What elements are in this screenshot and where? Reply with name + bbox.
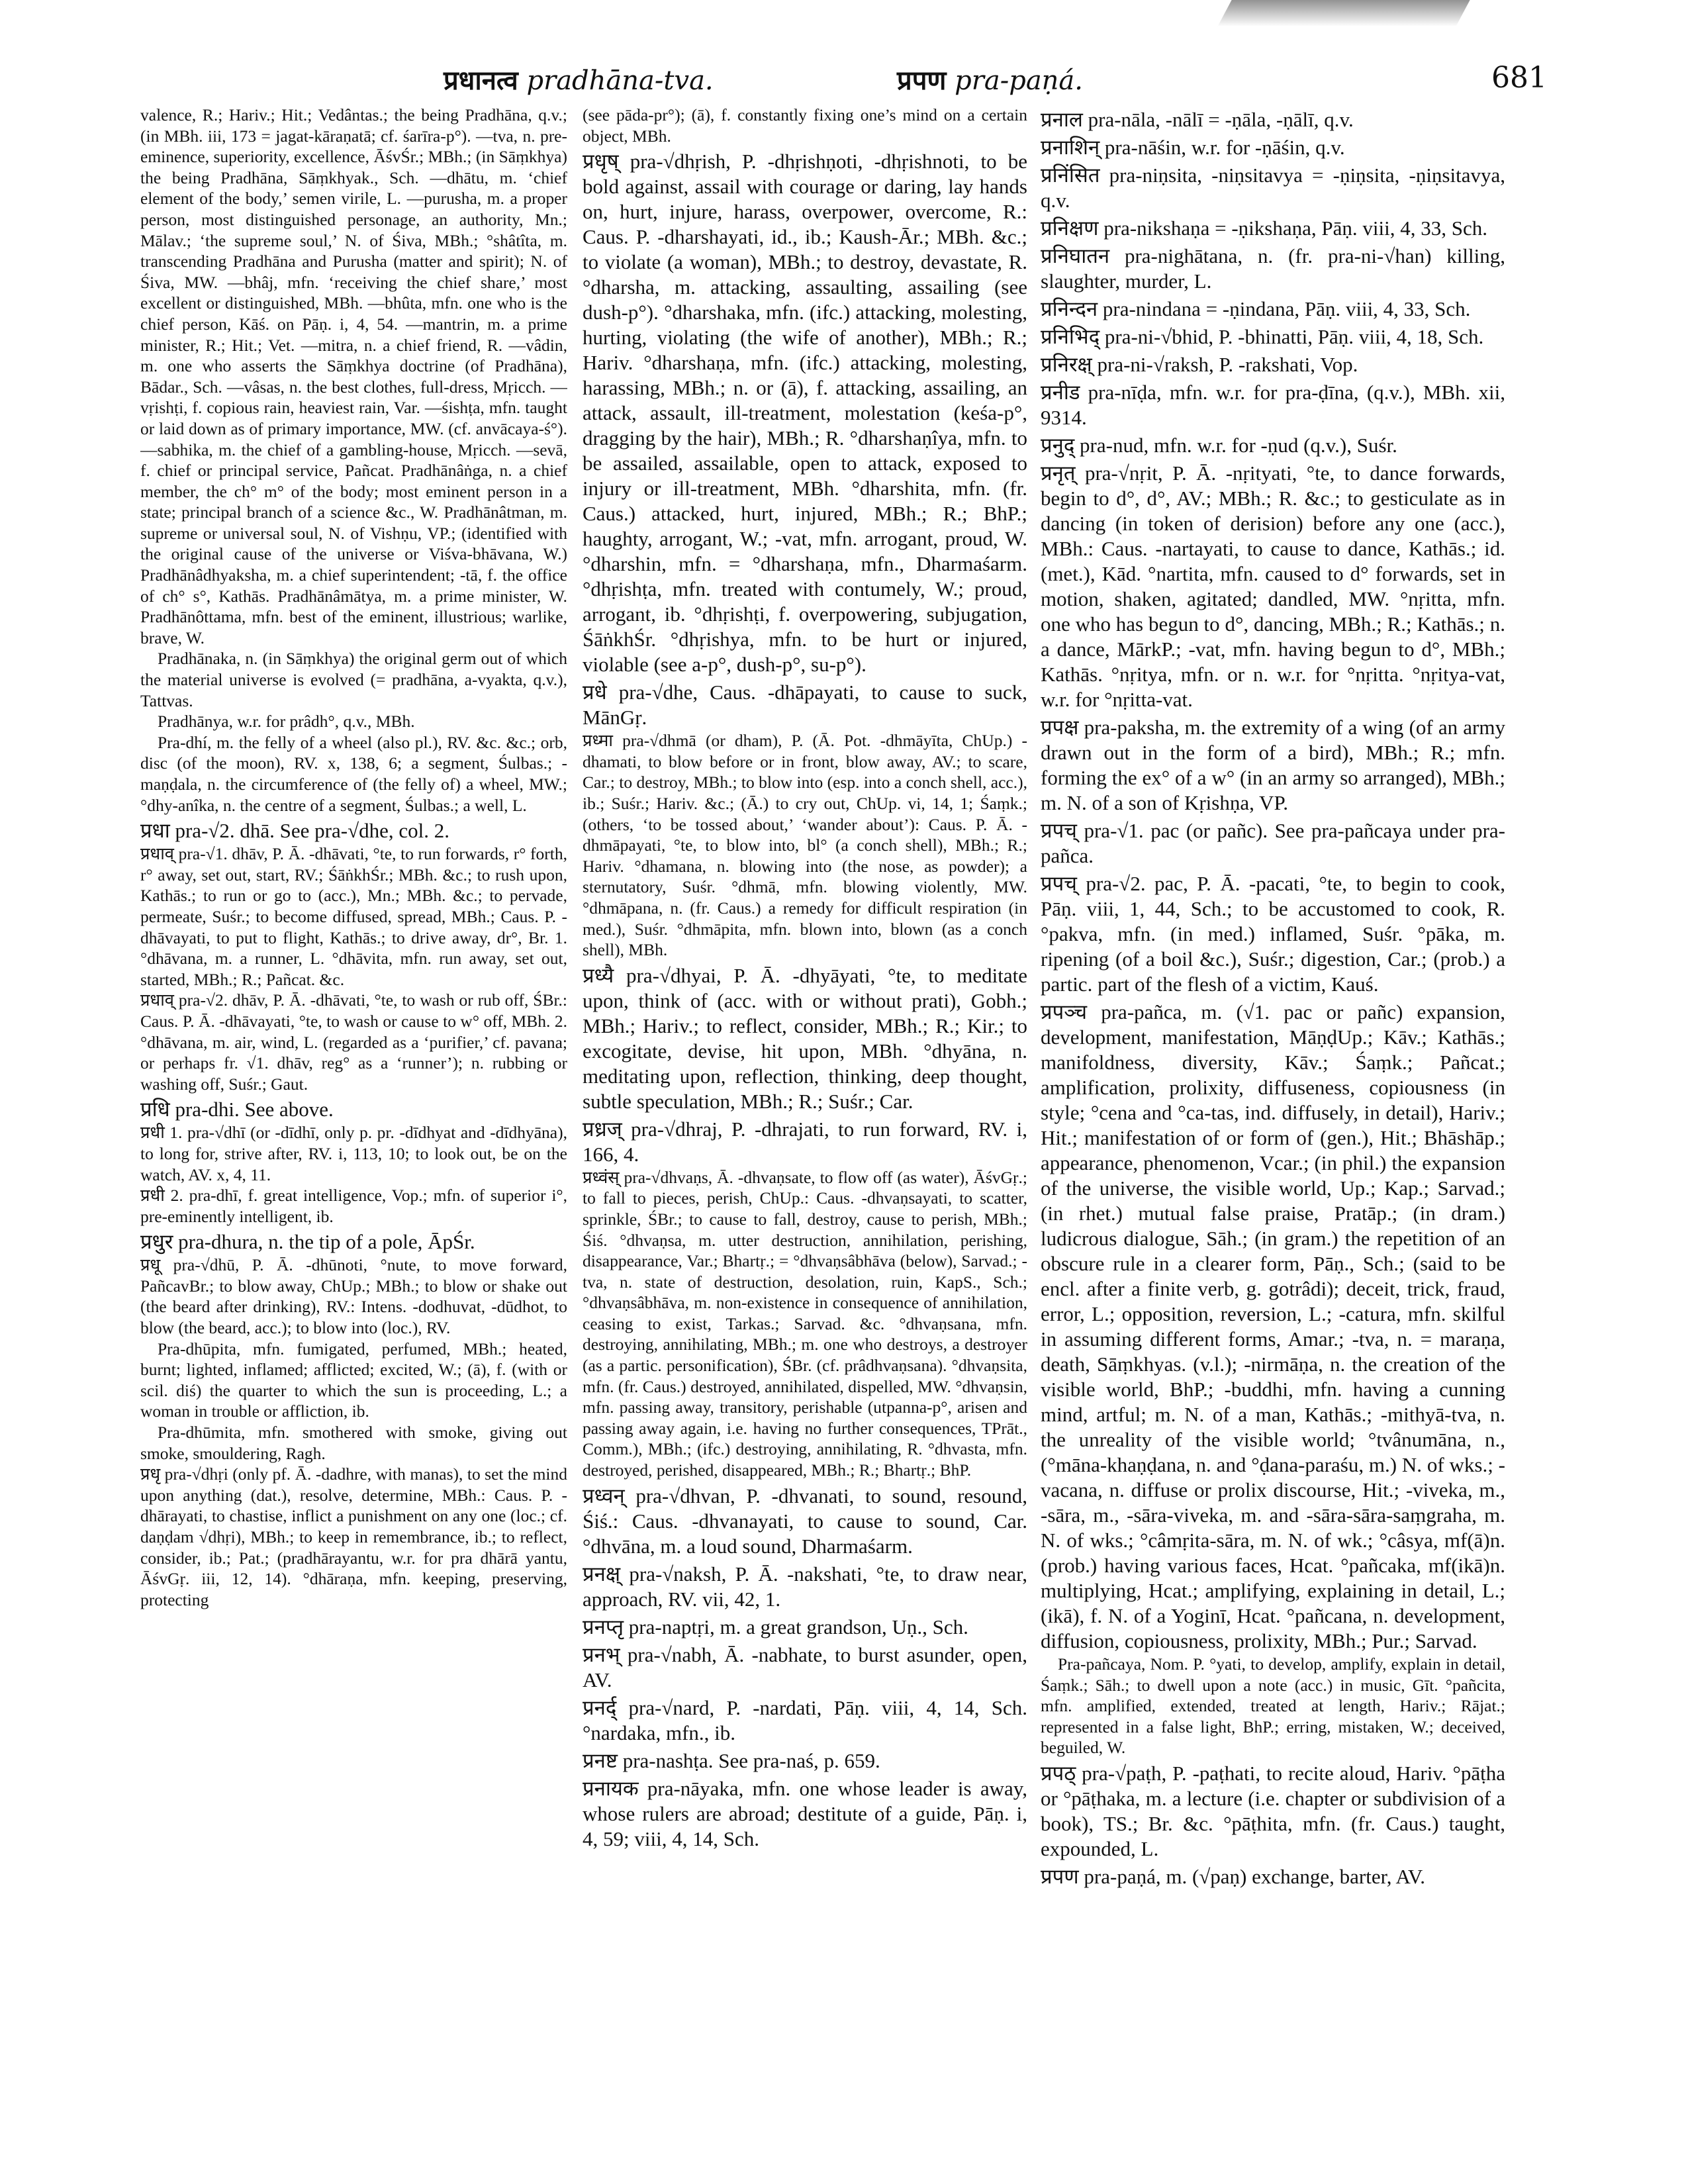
dictionary-entry: प्रनिन्दन pra-nindana = -ṇindana, Pāṇ. viii, 4, 33, Sch.: [1041, 297, 1471, 320]
column-right: [1041, 105, 1505, 2138]
dictionary-entry: valence, R.; Hariv.; Hit.; Vedântas.; the being Pradhāna, q.v.; (in MBh. iii, 173 = jagat-kāraṇatā; cf. śarīra-p°). —tva, n. pre-eminence, superiority, excellence, ĀśvŚr.; MBh.; (in Sāṃkhya) the being Pradhāna, Sāṃkhyak., Sch. —dhātu, m. ‘chief element of the body,’ semen virile, L. —purusha, m. a proper person, most distinguished personage, an authority, Mn.; Mālav.; ‘the supreme soul,’ N. of Śiva, MBh.; °shâtîta, m. transcending Pradhāna and Purusha (matter and spirit); N. of Śiva, MW. —bhâj, mfn. ‘receiving the chief share,’ most excellent or distinguished, MBh. —bhûta, mfn. one who is the chief person, Kāś. on Pāṇ. i, 4, 54. —mantrin, m. a prime minister, R.; Hit.; Vet. —mitra, n. a chief friend, R. —vâdin, m. one who asserts the Sāṃkhya doctrine (of Pradhāna), Bādar., Sch. —vâsas, n. the best clothes, full-dress, Mṛicch. —vṛishṭi, f. copious rain, heaviest rain, Var. —śishṭa, mfn. taught or laid down as of primary importance, MW. (cf. anvācaya-ś°). —sabhika, m. the chief of a gambling-house, Mṛicch. —sevā, f. chief or principal service, Pañcat. Pradhānâṅga, n. a chief member, the ch° m° of the body; most eminent person in a state; principal branch of a science &c., W. Pradhānâtman, m. supreme or universal soul, N. of Vishṇu, VP.; (identified with the original cause of the universe or Viśva-bhāvana, W.) Pradhānâdhyaksha, m. a chief superintendent; -tā, f. the office of ch° s°, Kathās. Pradhānâmātya, m. a prime minister, W. Pradhānôttama, mfn. best of the eminent, illustrious; warlike, brave, W.: [140, 105, 567, 647]
dictionary-entry: प्रनिक्षण pra-nikshaṇa = -ṇikshaṇa, Pāṇ. viii, 4, 33, Sch.: [1041, 216, 1487, 240]
dictionary-entry: प्रनिघातन pra-nighātana, n. (fr. pra-ni-√han) killing, slaughter, murder, L.: [1041, 244, 1505, 293]
dictionary-entry: प्रध्यै pra-√dhyai, P. Ā. -dhyāyati, °te, to meditate upon, think of (acc. with or without prati), Gobh.; MBh.; Hariv.; to reflect, consider, MBh.; R.; Kir.; to excogitate, devise, hit upon, MBh. °dhyāna, n. meditating upon, reflection, thinking, deep thought, subtle speculation, MBh.; R.; Suśr.; Car.: [583, 963, 1027, 1113]
dictionary-entry: प्रनुद् pra-nud, mfn. w.r. for -ṇud (q.v.), Suśr.: [1041, 434, 1397, 457]
running-head-left-latin: pradhāna-tva.: [526, 66, 714, 96]
dictionary-entry: प्रनाशिन् pra-nāśin, w.r. for -ṇāśin, q.v.: [1041, 136, 1345, 159]
dictionary-entry: प्रपञ्च pra-pañca, m. (√1. pac or pañc) expansion, development, manifestation, MāṇḍUp.; Kāv.; Kathās.; manifoldness, diversity, Kāv.; Śaṃk.; Pañcat.; amplification, prolixity, diffuseness, copiousness (in style; °cena and °ca-tas, ind. diffusely, in detail), Hariv.; Hit.; manifestation of or form of (gen.), Hit.; Bhāshāp.; appearance, phenomenon, Vcar.; (in phil.) the expansion of the universe, the visible world, Up.; Kap.; Sarvad.; (in rhet.) mutual false praise, Pratāp.; (in dram.) ludicrous dialogue, Sāh.; (in gram.) the repetition of an obscure rule in a clearer form, Pāṇ., Sch.; (said to be encl. after a finite verb, g. gotrâdi); deceit, trick, fraud, error, L.; opposition, reversion, L.; -catura, mfn. skilful in assuming different forms, Amar.; -tva, n. = maraṇa, death, Sāṃkhyas. (v.l.); -nirmāṇa, n. the creation of the visible world, BhP.; -buddhi, mfn. having a cunning mind, artful; m. N. of a man, Kathās.; -mithyā-tva, n. the unreality of the visible world; °tvânumāna, n., (°māna-khaṇḍana, n. and °ḍana-paraśu, m.) N. of wks.; -vacana, n. diffuse or prolix discourse, Hit.; -viveka, m., -sāra, m., -sāra-viveka, m. and -sāra-sāra-saṃgraha, m. N. of wks.; °câmṛita-sāra, m. N. of wk.; °câsya, mf(ā)n. (prob.) having various faces, Hcat. °pañcaka, mf(ikā)n. multiplying, Hcat.; amplifying, explaining in detail, L.; (ikā), f. N. of a Yoginī, Hcat. °pañcana, n. development, diffusion, copiousness, prolixity, MBh.; Pur.; Sarvad.: [1041, 1000, 1505, 1652]
dictionary-entry: प्रनभ् pra-√nabh, Ā. -nabhate, to burst asunder, open, AV.: [583, 1642, 1027, 1691]
dictionary-entry: प्रनर्द् pra-√nard, P. -nardati, Pāṇ. viii, 4, 14, Sch. °nardaka, mfn., ib.: [583, 1695, 1027, 1744]
dictionary-entry: प्रनायक pra-nāyaka, mfn. one whose leader is away, whose rulers are abroad; destitute of a guide, Pāṇ. i, 4, 59; viii, 4, 14, Sch.: [583, 1776, 1027, 1850]
dictionary-entry: प्रनीड pra-nīḍa, mfn. w.r. for pra-ḍīna, (q.v.), MBh. xii, 9314.: [1041, 381, 1505, 429]
dictionary-entry: प्रपक्ष pra-paksha, m. the extremity of a wing (of an army drawn out in the form of a bird), MBh.; R.; mfn. forming the ex° of a w° (in an army so arranged), MBh.; m. N. of a son of Kṛishṇa, VP.: [1041, 716, 1505, 814]
dictionary-entry: Pra-dhūmita, mfn. smothered with smoke, giving out smoke, smouldering, Ragh.: [140, 1423, 567, 1463]
dictionary-entry: प्रधी 2. pra-dhī, f. great intelligence, Vop.; mfn. of superior i°, pre-eminently intelligent, ib.: [140, 1186, 567, 1226]
dictionary-entry: प्रनक्ष् pra-√naksh, P. Ā. -nakshati, °te, to draw near, approach, RV. vii, 42, 1.: [583, 1562, 1027, 1611]
scan-smudge: [1217, 0, 1470, 26]
dictionary-entry: प्रपठ् pra-√paṭh, P. -paṭhati, to recite aloud, Hariv. °pāṭha or °pāṭhaka, m. a lecture (i.e. chapter or subdivision of a book), TS.; Br. &c. °pāṭhita, mfn. (fr. Caus.) taught, expounded, L.: [1041, 1761, 1505, 1860]
dictionary-entry: Pradhānya, w.r. for prâdh°, q.v., MBh.: [158, 712, 415, 732]
dictionary-entry: प्रधाव् pra-√2. dhāv, P. Ā. -dhāvati, °te, to wash or rub off, ŚBr.: Caus. P. Ā. -dhāvayati, °te, to wash or cause to w° off, MBh. 2. °dhāvana, m. air, wind, L. (regarded as a ‘purifier,’ cf. pavana; or perhaps fr. √1. dhāv, reg° as a ‘runner’); n. rubbing or washing off, Suśr.; Gaut.: [140, 990, 567, 1094]
dictionary-entry: Pra-dhí, m. the felly of a wheel (also pl.), RV. &c. &c.; orb, disc (of the moon), RV. x, 138, 6; a segment, Śulbas.; -maṇḍala, n. the circumference of (the felly of) a wheel, MW.; °dhy-anîka, n. the centre of a segment, Śulbas.; a well, L.: [140, 732, 567, 815]
page-number: 681: [1491, 61, 1547, 95]
dictionary-entry: प्रध्रज् pra-√dhraj, P. -dhrajati, to run forward, RV. i, 166, 4.: [583, 1117, 1027, 1166]
dictionary-entry: प्रधाव् pra-√1. dhāv, P. Ā. -dhāvati, °te, to run forwards, r° forth, r° away, set out, start, RV.; ŚāṅkhŚr.; MBh. &c.; to rush upon, Kathās.; to run or go to (acc.), Mn.; MBh. &c.; to pervade, permeate, Suśr.; to become diffused, spread, MBh.; Caus. P. -dhāvayati, to put to flight, Kathās.; to drive away, dr°, Br. 1. °dhāvana, m. a runner, L. °dhāvita, mfn. run away, set out, started, MBh.; R.; Pañcat. &c.: [140, 844, 567, 989]
dictionary-entry: प्रध्वन् pra-√dhvan, P. -dhvanati, to sound, resound, Śiś.: Caus. -dhvanayati, to cause to sound, Car. °dhvāna, m. a loud sound, Dharmaśarm.: [583, 1484, 1027, 1558]
dictionary-entry: प्रधी 1. pra-√dhī (or -dīdhī, only p. pr. -dīdhyat and -dīdhyāna), to long for, strive after, RV. i, 113, 10; to look out, be on the watch, AV. x, 4, 11.: [140, 1123, 567, 1184]
dictionary-entry: प्रनिभिद् pra-ni-√bhid, P. -bhinatti, Pāṇ. viii, 4, 18, Sch.: [1041, 325, 1484, 348]
running-head-left-devanagari: प्रधानत्व: [444, 66, 518, 96]
dictionary-entry: प्रपच् pra-√1. pac (or pañc). See pra-pañcaya under pra-pañca.: [1041, 819, 1505, 867]
dictionary-entry: प्रनप्तृ pra-naptṛi, m. a great grandson, Uṇ., Sch.: [583, 1615, 968, 1638]
dictionary-entry: प्रपच् pra-√2. pac, P. Ā. -pacati, °te, to begin to cook, Pāṇ. viii, 1, 44, Sch.; to be accustomed to cook, R. °pakva, mfn. (in med.) inflamed, Suśr. °pāka, m. ripening (of a boil &c.), Suśr.; digestion, Car.; (prob.) a partic. part of the flesh of a victim, Kauś.: [1041, 872, 1505, 996]
dictionary-entry: Pra-dhūpita, mfn. fumigated, perfumed, MBh.; heated, burnt; lighted, inflamed; afflicted; excited, W.; (ā), f. (with or scil. diś) the quarter to which the sun is proceeding, L.; a woman in trouble or affliction, ib.: [140, 1339, 567, 1421]
dictionary-entry: प्रनष्ट pra-nashṭa. See pra-naś, p. 659.: [583, 1748, 880, 1772]
dictionary-entry: प्रधि pra-dhi. See above.: [140, 1098, 334, 1121]
dictionary-entry: प्रधुर pra-dhura, n. the tip of a pole, ĀpŚr.: [140, 1230, 475, 1254]
dictionary-entry: प्रनृत् pra-√nṛit, P. Ā. -nṛityati, °te, to dance forwards, begin to d°, d°, AV.; MBh.; R. &c.; to gesticulate as in dancing (in token of derision) before any one (acc.), MBh.: Caus. -nartayati, to cause to dance, Kathās.; id. (met.), Kād. °nartita, mfn. caused to d° forwards, set in motion, shaken, agitated; dandled, MW. °nṛitta, mfn. one who has begun to d°, dancing, MBh.; R.; Kathās.; n. a dance, MārkP.; -vat, mfn. having begun to d°, MBh.; Kathās. °nṛitya, mfn. or n. w.r. for °nṛitta. °nṛitya-vat, w.r. for °nṛitta-vat.: [1041, 461, 1505, 711]
dictionary-entry: प्रनिंसित pra-niṇsita, -niṇsitavya = -ṇiṇsita, -ṇiṇsitavya, q.v.: [1041, 164, 1505, 212]
dictionary-entry: प्रधे pra-√dhe, Caus. -dhāpayati, to cause to suck, MānGṛ.: [583, 681, 1027, 730]
dictionary-entry: प्रध्वंस् pra-√dhvaṇs, Ā. -dhvaṇsate, to flow off (as water), ĀśvGṛ.; to fall to pieces, perish, ChUp.: Caus. -dhvaṇsayati, to scatter, sprinkle, ŚBr.; to cause to fall, destroy, cause to perish, MBh.; Śiś. °dhvaṇsa, m. utter destruction, annihilation, perishing, disappearance, Var.; Bhartṛ.; = °dhvaṇsâbhāva (below), Sarvad.; -tva, n. state of destruction, desolation, ruin, KapS., Sch.; °dhvaṇsâbhāva, m. non-existence in consequence of annihilation, ceasing to exist, Tarkas.; Sarvad. &c. °dhvaṇsana, mfn. destroying, annihilating, MBh.; m. one who destroys, a destroyer (as a partic. personification), ŚBr. (cf. prâdhvaṇsana). °dhvaṇsita, mfn. (fr. Caus.) destroyed, annihilated, dispelled, MW. °dhvaṇsin, mfn. passing away, transitory, perishable (utpanna-p°, arisen and passing away again, i.e. having no further consequences, TPrāt., Comm.), MBh.; (ifc.) destroying, annihilating, R. °dhvasta, mfn. destroyed, perished, disappeared, MBh.; R.; Bhartṛ.; BhP.: [583, 1167, 1027, 1480]
dictionary-entry: प्रधू pra-√dhū, P. Ā. -dhūnoti, °nute, to move forward, PañcavBr.; to blow away, ChUp.; MBh.; to blow or shake out (the beard after drinking), RV.: Intens. -dodhuvat, -dūdhot, to blow (the beard, acc.); to blow into (loc.), RV.: [140, 1255, 567, 1338]
dictionary-entry: (see pāda-pr°); (ā), f. constantly fixing one’s mind on a certain object, MBh.: [583, 105, 1027, 146]
running-head-right-latin: pra-paṇá.: [955, 66, 1083, 96]
dictionary-entry: प्रनाल pra-nāla, -nālī = -ṇāla, -ṇālī, q.v.: [1041, 108, 1354, 131]
dictionary-entry: प्रपण pra-paṇá, m. (√paṇ) exchange, barter, AV.: [1041, 1864, 1426, 1888]
column-middle: [583, 105, 1027, 2138]
dictionary-entry: प्रनिरक्ष् pra-ni-√raksh, P. -rakshati, Vop.: [1041, 353, 1358, 376]
running-head-right: [897, 61, 1083, 97]
dictionary-entry: प्रध्मा pra-√dhmā (or dham), P. (Ā. Pot. -dhmāyīta, ChUp.) -dhamati, to blow before or in front, blow away, AV.; to scare, Car.; to destroy, MBh.; to blow into (esp. into a conch shell, acc.), ib.; Suśr.; Hariv. &c.; (Ā.) to cry out, ChUp. vi, 14, 1; Śaṃk.; (others, ‘to be tossed about,’ ‘wander about’): Caus. P. Ā. -dhmāpayati, °te, to blow into, bl° (a conch shell), MBh.; R.; Hariv. °dhamana, n. blowing into (the nose, as powder); a sternutatory, Suśr. °dhmā, mfn. blowing violently, MW. °dhmāpana, n. (fr. Caus.) a remedy for difficult respiration (in med.), Suśr. °dhmāpita, mfn. blown into, blown (as a conch shell), MBh.: [583, 731, 1027, 960]
dictionary-entry: Pra-pañcaya, Nom. P. °yati, to develop, amplify, explain in detail, Śaṃk.; Sāh.; to dwell upon a note (acc.) in music, Gīt. °pañcita, mfn. amplified, extended, treated at length, Hariv.; Rājat.; represented in a false light, BhP.; erring, mistaken, W.; deceived, beguiled, W.: [1041, 1654, 1505, 1758]
running-head-left: [444, 61, 714, 97]
column-left: [140, 105, 567, 2138]
dictionary-entry: प्रधृष् pra-√dhṛish, P. -dhṛishṇoti, -dhṛishnoti, to be bold against, assail with courage or daring, lay hands on, hurt, injure, harass, overpower, overcome, R.: Caus. P. -dharshayati, id., ib.; Kaush-Ār.; MBh. &c.; to violate (a woman), MBh.; to destroy, devastate, R. °dharsha, m. attacking, assaulting, assailing (see dush-p°). °dharshaka, mfn. (ifc.) attacking, molesting, hurting, violating (the wife of another), MBh.; R.; Hariv. °dharshaṇa, mfn. (ifc.) attacking, molesting, harassing, MBh.; n. or (ā), f. attacking, assailing, an attack, assault, ill-treatment, molestation (keśa-p°, dragging by the hair), MBh.; R. °dharshaṇîya, mfn. to be assailed, assailable, open to attack, exposed to injury or ill-treatment, MBh. °dharshita, mfn. (fr. Caus.) attacked, hurt, injured, MBh.; R.; BhP.; haughty, arrogant, W.; -vat, mfn. arrogant, proud, W. °dharshin, mfn. = °dharshaṇa, mfn., Dharmaśarm. °dhṛishṭa, mfn. treated with contumely, W.; proud, arrogant, ib. °dhṛishṭi, f. overpowering, subjugation, ŚāṅkhŚr. °dhṛishya, mfn. to be hurt or injured, violable (see a-p°, dush-p°, su-p°).: [583, 150, 1027, 677]
dictionary-entry: प्रधा pra-√2. dhā. See pra-√dhe, col. 2.: [140, 819, 449, 843]
dictionary-entry: Pradhānaka, n. (in Sāṃkhya) the original germ out of which the material universe is evolved (= pradhāna, a-vyakta, q.v.), Tattvas.: [140, 649, 567, 710]
running-head-right-devanagari: प्रपण: [897, 66, 947, 96]
dictionary-entry: प्रधृ pra-√dhṛi (only pf. Ā. -dadhre, with manas), to set the mind upon anything (dat.), resolve, determine, MBh.: Caus. P. -dhārayati, to chastise, inflict a punishment on any one (loc.; cf. daṇḍam √dhṛi), MBh.; to keep in remembrance, ib.; to reflect, consider, ib.; Pat.; (pradhārayantu, w.r. for pra dhārā yantu, ĀśvGṛ. iii, 12, 14). °dhāraṇa, mfn. keeping, preserving, protecting: [140, 1464, 567, 1609]
page-header: [132, 61, 1547, 101]
